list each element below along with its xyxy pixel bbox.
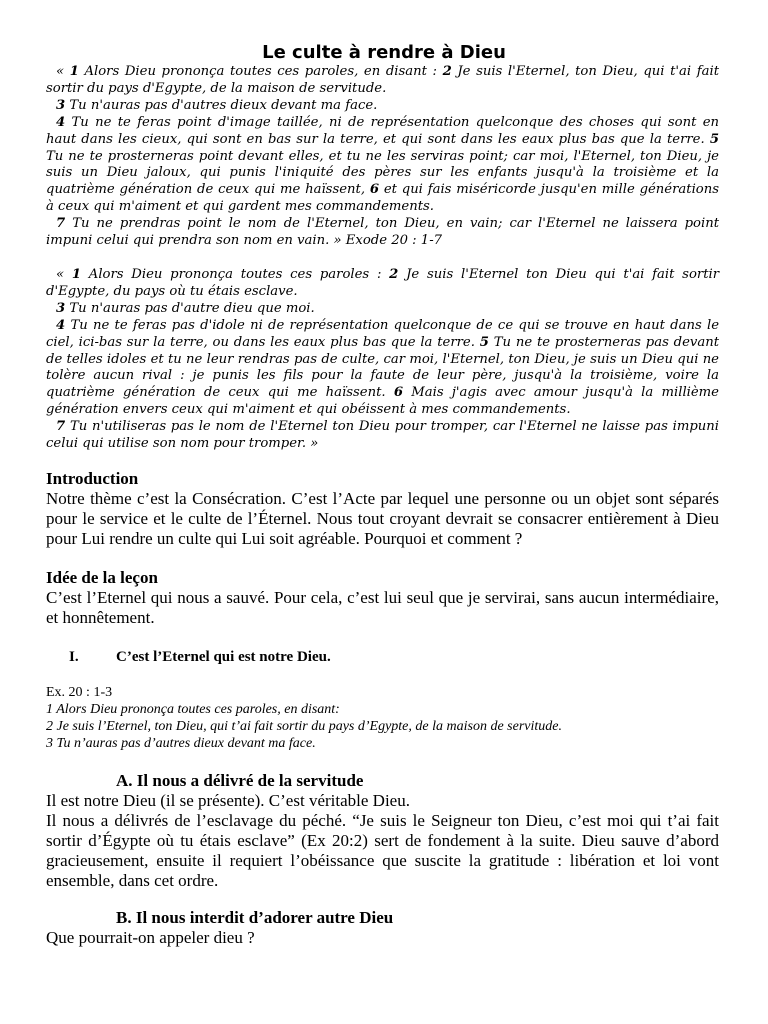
verse-number: 3 [56, 97, 66, 113]
verse-number: 2 [442, 64, 452, 79]
verse-number: 5 [479, 334, 489, 350]
section-title: C’est l’Eternel qui est notre Dieu. [116, 649, 331, 665]
introduction-text: Notre thème c’est la Consécration. C’est l’Acte par lequel une personne ou un objet sont séparés pour le service et le culte de l’Éternel. Nous tout croyant devrait se consacrer entièrement à Dieu pour Lui rendre un culte qui Lui soit agréable. Pourquoi et comment ? [46, 489, 719, 548]
verse-number: 4 [56, 317, 66, 333]
bible-passage-semeur [46, 267, 719, 453]
quote-line: 1 Alors Dieu prononça toutes ces paroles, en disant: [46, 702, 340, 717]
section-number: I. [69, 649, 79, 665]
subsection-a-heading: A. Il nous a délivré de la servitude [116, 771, 364, 790]
verse-7: 7 Tu n'utiliseras pas le nom de l'Eternel ton Dieu pour tromper, car l'Eternel ne laisse pas impuni celui qui utilise son nom pour tromper. » [46, 419, 719, 452]
verse-number: 4 [56, 114, 66, 130]
page-title: Le culte à rendre à Dieu [262, 42, 506, 63]
lesson-idea-heading: Idée de la leçon [46, 568, 158, 587]
verse-number: 7 [56, 419, 66, 435]
passage-reference: Exode 20 : 1-7 [345, 233, 443, 249]
verse-number: 6 [393, 385, 403, 401]
verse-number: 5 [709, 131, 719, 147]
quote-line: 3 Tu n’auras pas d’autres dieux devant ma face. [46, 736, 316, 751]
introduction-heading: Introduction [46, 469, 139, 488]
verse-number: 3 [56, 300, 66, 316]
verse-7: 7 Tu ne prendras point le nom de l'Eternel, ton Dieu, en vain; car l'Eternel ne laissera point impuni celui qui prendra son nom en vain. » Exode 20 : 1-7 [46, 216, 719, 249]
verse-number: 2 [389, 267, 399, 282]
verse-3: 3 Tu n'auras pas d'autre dieu que moi. [56, 300, 315, 316]
verse-1-2: « 1 Alors Dieu prononça toutes ces paroles : 2 Je suis l'Eternel ton Dieu qui t'ai fait sortir d'Egypte, du pays où tu étais esclave. [46, 267, 720, 299]
verse-4-6: 4 Tu ne te feras pas d'idole ni de représentation quelconque de ce qui se trouve en haut dans le ciel, ici-bas sur la terre, ou dans les eaux plus bas que la terre. 5 Tu ne te prosterneras pas devant de telles idoles et tu ne leur rendras pas de culte, car moi, l'Eternel, ton Dieu, je suis un Dieu qui ne tolère aucun rival : je punis les fils pour la faute de leur père, jusqu'à la troisième, voire la quatrième génération de ceux qui me haïssent. 6 Mais j'agis avec amour jusqu'à la millième génération envers ceux qui m'aiment et qui obéissent à mes commandements. [46, 317, 719, 418]
exodus-quote [46, 684, 719, 752]
verse-number: 1 [71, 267, 82, 282]
verse-4-6: 4 Tu ne te feras point d'image taillée, ni de représentation quelconque des choses qui sont en haut dans les cieux, qui sont en bas sur la terre, et qui sont dans les eaux plus bas que la terre. 5 Tu ne te prosterneras point devant elles, et tu ne les serviras point; car moi, l'Eternel, ton Dieu, je suis un Dieu jaloux, qui punis l'iniquité des pères sur les enfants jusqu'à la troisième et la quatrième génération de ceux qui me haïssent, 6 et qui fais miséricorde jusqu'en mille générations à ceux qui m'aiment et qui gardent mes commandements. [46, 114, 719, 215]
quote-reference: Ex. 20 : 1-3 [46, 685, 113, 700]
lesson-idea-text: C’est l’Eternel qui nous a sauvé. Pour cela, c’est lui seul que je servirai, sans aucun intermédiaire, et honnêtement. [46, 588, 719, 627]
subsection-b-heading: B. Il nous interdit d’adorer autre Dieu [116, 908, 394, 927]
verse-number: 7 [56, 216, 66, 232]
paragraph: Il nous a délivrés de l’esclavage du péché. “Je suis le Seigneur ton Dieu, c’est moi qui t’ai fait sortir d’Égypte où tu étais esclave” (Ex 20:2) sert de fondement à la suite. Dieu sauve d’abord gracieusement, ensuite il requiert l’obéissance que suscite la gratitude : libération et loi vont ensemble, dans cet ordre. [46, 811, 719, 890]
verse-number: 6 [369, 182, 380, 198]
subsection-b-text: Que pourrait-on appeler dieu ? [46, 928, 255, 947]
subsection-a-text [46, 791, 719, 891]
section-1-heading [69, 647, 331, 667]
verse-number: 1 [69, 64, 79, 79]
quote-line: 2 Je suis l’Eternel, ton Dieu, qui t’ai fait sortir du pays d’Egypte, de la maison de servitude. [46, 719, 562, 734]
verse-1-2: « 1 Alors Dieu prononça toutes ces paroles, en disant : 2 Je suis l'Eternel, ton Dieu, qui t'ai fait sortir du pays d'Egypte, de la maison de servitude. [46, 64, 719, 96]
paragraph: Il est notre Dieu (il se présente). C’est véritable Dieu. [46, 791, 410, 810]
bible-passage-segond [46, 64, 719, 250]
verse-3: 3 Tu n'auras pas d'autres dieux devant ma face. [56, 97, 378, 113]
